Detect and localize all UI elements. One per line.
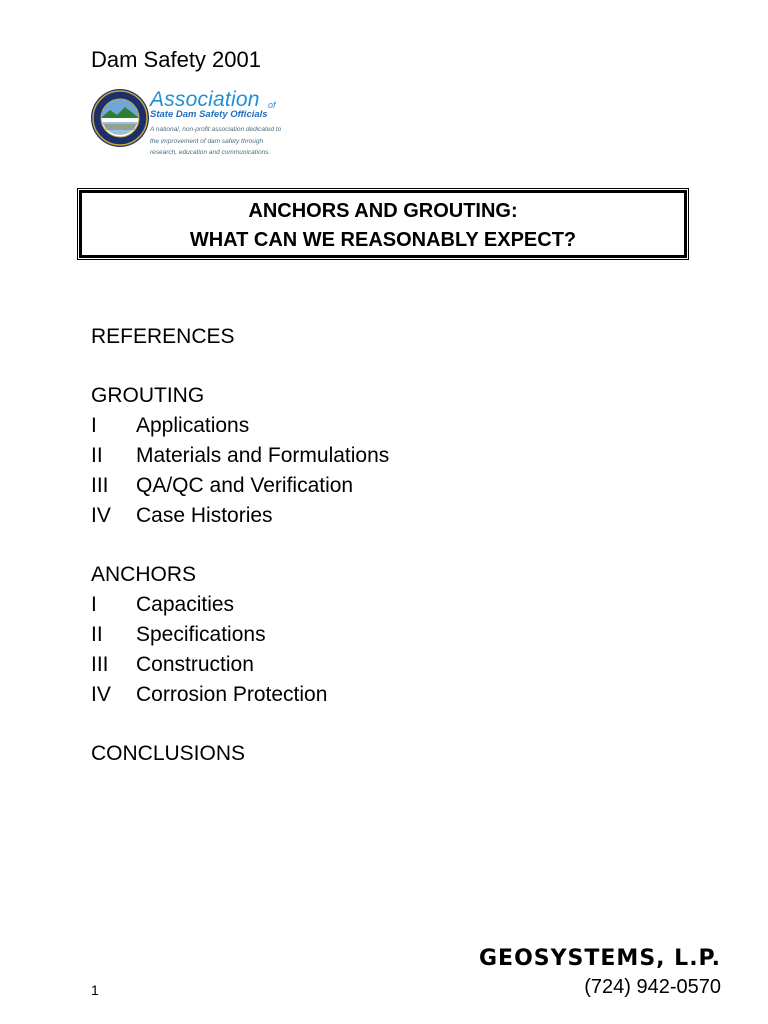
list-label: Corrosion Protection xyxy=(136,683,328,706)
logo-of-text: of xyxy=(268,100,276,110)
list-label: Construction xyxy=(136,653,254,676)
list-item xyxy=(91,650,389,680)
logo-subtitle: State Dam Safety Officials xyxy=(150,109,268,120)
list-label: Materials and Formulations xyxy=(136,444,390,467)
document-header: Dam Safety 2001 xyxy=(91,47,261,72)
conclusions-heading: CONCLUSIONS xyxy=(91,742,246,765)
title-line-1: ANCHORS AND GROUTING: xyxy=(248,200,518,222)
outline xyxy=(91,322,389,769)
list-label: Capacities xyxy=(136,593,235,616)
title-box xyxy=(79,190,687,258)
phone-number: (724) 942-0570 xyxy=(584,976,721,998)
list-numeral: II xyxy=(91,623,103,646)
anchors-heading: ANCHORS xyxy=(91,563,197,586)
list-item xyxy=(91,590,389,620)
references-heading: REFERENCES xyxy=(91,325,235,348)
list-item xyxy=(91,471,389,501)
logo-tagline: A national, non-profit association dedicated to the improvement of dam safety through research, education and communications. xyxy=(150,126,282,156)
list-label: QA/QC and Verification xyxy=(136,474,354,497)
list-numeral: IV xyxy=(91,504,111,527)
grouting-heading: GROUTING xyxy=(91,384,205,407)
list-label: Case Histories xyxy=(136,504,273,527)
list-label: Specifications xyxy=(136,623,266,646)
company-name: GEOSYSTEMS, L.P. xyxy=(478,946,721,971)
list-item xyxy=(91,620,389,650)
list-item xyxy=(91,501,389,531)
list-numeral: III xyxy=(91,474,109,497)
list-numeral: I xyxy=(91,414,97,437)
page-number: 1 xyxy=(91,982,99,998)
list-label: Applications xyxy=(136,414,250,437)
list-item xyxy=(91,441,389,471)
list-numeral: IV xyxy=(91,683,111,706)
title-line-2: WHAT CAN WE REASONABLY EXPECT? xyxy=(189,229,577,251)
list-numeral: I xyxy=(91,593,97,616)
list-numeral: II xyxy=(91,444,103,467)
list-item xyxy=(91,680,389,710)
logo-association-text: Association xyxy=(150,88,260,111)
asdso-logo xyxy=(90,78,290,160)
list-numeral: III xyxy=(91,653,109,676)
asdso-seal-icon xyxy=(90,78,150,160)
list-item xyxy=(91,411,389,441)
